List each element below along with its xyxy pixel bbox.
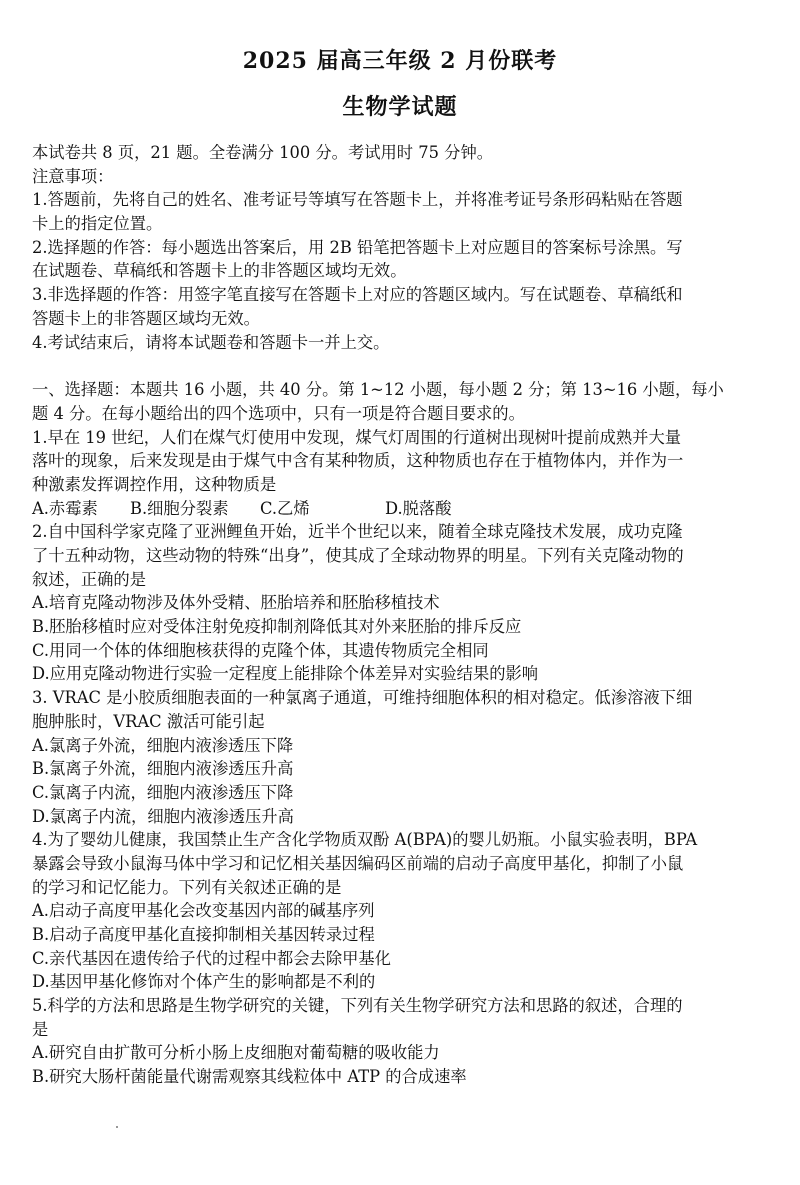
option-b: B.细胞分裂素 bbox=[130, 498, 229, 518]
page-title: 2025 届高三年级 2 月份联考 bbox=[242, 48, 558, 74]
section-heading: 一、选择题：本题共 16 小题，共 40 分。第 1~12 小题，每小题 2 分；第 13~16 小题，每小 bbox=[32, 380, 724, 400]
question-stem: 1.早在 19 世纪，人们在煤气灯使用中发现，煤气灯周围的行道树出现树叶提前成熟并大量 bbox=[32, 427, 682, 447]
spacer bbox=[32, 354, 772, 378]
option-b: B.研究大肠杆菌能量代谢需观察其线粒体中 ATP 的合成速率 bbox=[32, 1067, 467, 1087]
question-stem: 的学习和记忆能力。下列有关叙述正确的是 bbox=[32, 877, 342, 897]
page-subtitle: 生物学试题 bbox=[342, 94, 458, 120]
question-stem: 种激素发挥调控作用，这种物质是 bbox=[32, 474, 277, 494]
option-c: C.亲代基因在遗传给子代的过程中都会去除甲基化 bbox=[32, 948, 391, 968]
option-c: C.乙烯 bbox=[260, 498, 310, 518]
exam-body bbox=[32, 141, 772, 1089]
notice-item: 2.选择题的作答：每小题选出答案后，用 2B 铅笔把答题卡上对应题目的答案标号涂黑。写 bbox=[32, 237, 683, 257]
question-stem: 4.为了婴幼儿健康，我国禁止生产含化学物质双酚 A(BPA)的婴儿奶瓶。小鼠实验表明，BPA bbox=[32, 830, 698, 850]
option-a: A.氯离子外流，细胞内液渗透压下降 bbox=[32, 735, 294, 755]
intro-line: 本试卷共 8 页，21 题。全卷满分 100 分。考试用时 75 分钟。 bbox=[32, 143, 494, 162]
question-stem: 暴露会导致小鼠海马体中学习和记忆相关基因编码区前端的启动子高度甲基化，抑制了小鼠 bbox=[32, 853, 684, 873]
question-stem: 2.自中国科学家克隆了亚洲鲤鱼开始，近半个世纪以来，随着全球克隆技术发展，成功克隆 bbox=[32, 522, 683, 542]
notice-heading: 注意事项： bbox=[32, 166, 114, 186]
option-b: B.启动子高度甲基化直接抑制相关基因转录过程 bbox=[32, 925, 375, 944]
notice-item: 在试题卷、草稿纸和答题卡上的非答题区域均无效。 bbox=[32, 261, 407, 281]
option-c: C.用同一个体的体细胞核获得的克隆个体，其遗传物质完全相同 bbox=[32, 640, 489, 660]
option-b: B.氯离子外流，细胞内液渗透压升高 bbox=[32, 759, 294, 779]
scan-speck bbox=[116, 1126, 118, 1128]
option-a: A.赤霉素 bbox=[32, 498, 98, 518]
question-stem: 胞肿胀时，VRAC 激活可能引起 bbox=[32, 711, 265, 731]
option-b: B.胚胎移植时应对受体注射免疫抑制剂降低其对外来胚胎的排斥反应 bbox=[32, 617, 522, 637]
question-stem: 了十五种动物，这些动物的特殊“出身”，使其成了全球动物界的明星。下列有关克隆动物的 bbox=[32, 546, 684, 565]
notice-item: 3.非选择题的作答：用签字笔直接写在答题卡上对应的答题区域内。写在试题卷、草稿纸和 bbox=[32, 285, 683, 305]
option-d: D.脱落酸 bbox=[385, 498, 452, 518]
question-stem: 落叶的现象，后来发现是由于煤气中含有某种物质，这种物质也存在于植物体内，并作为一 bbox=[32, 451, 684, 471]
question-stem: 5.科学的方法和思路是生物学研究的关键，下列有关生物学研究方法和思路的叙述，合理的 bbox=[32, 996, 683, 1016]
option-c: C.氯离子内流，细胞内液渗透压下降 bbox=[32, 782, 294, 802]
question-options bbox=[32, 497, 772, 521]
notice-item: 1.答题前，先将自己的姓名、准考证号等填写在答题卡上，并将准考证号条形码粘贴在答题 bbox=[32, 190, 683, 210]
notice-item: 4.考试结束后，请将本试题卷和答题卡一并上交。 bbox=[32, 332, 390, 352]
question-stem: 是 bbox=[32, 1019, 49, 1039]
option-d: D.基因甲基化修饰对个体产生的影响都是不利的 bbox=[32, 972, 376, 992]
question-stem: 叙述，正确的是 bbox=[32, 569, 146, 589]
option-d: D.应用克隆动物进行实验一定程度上能排除个体差异对实验结果的影响 bbox=[32, 664, 539, 684]
notice-item: 答题卡上的非答题区域均无效。 bbox=[32, 308, 260, 328]
question-stem: 3. VRAC 是小胶质细胞表面的一种氯离子通道，可维持细胞体积的相对稳定。低渗溶液下细 bbox=[32, 688, 693, 708]
option-d: D.氯离子内流，细胞内液渗透压升高 bbox=[32, 806, 294, 826]
option-a: A.研究自由扩散可分析小肠上皮细胞对葡萄糖的吸收能力 bbox=[32, 1043, 440, 1063]
option-a: A.启动子高度甲基化会改变基因内部的碱基序列 bbox=[32, 901, 375, 921]
option-a: A.培育克隆动物涉及体外受精、胚胎培养和胚胎移植技术 bbox=[32, 593, 440, 613]
section-heading: 题 4 分。在每小题给出的四个选项中，只有一项是符合题目要求的。 bbox=[32, 403, 525, 423]
notice-item: 卡上的指定位置。 bbox=[32, 214, 163, 234]
